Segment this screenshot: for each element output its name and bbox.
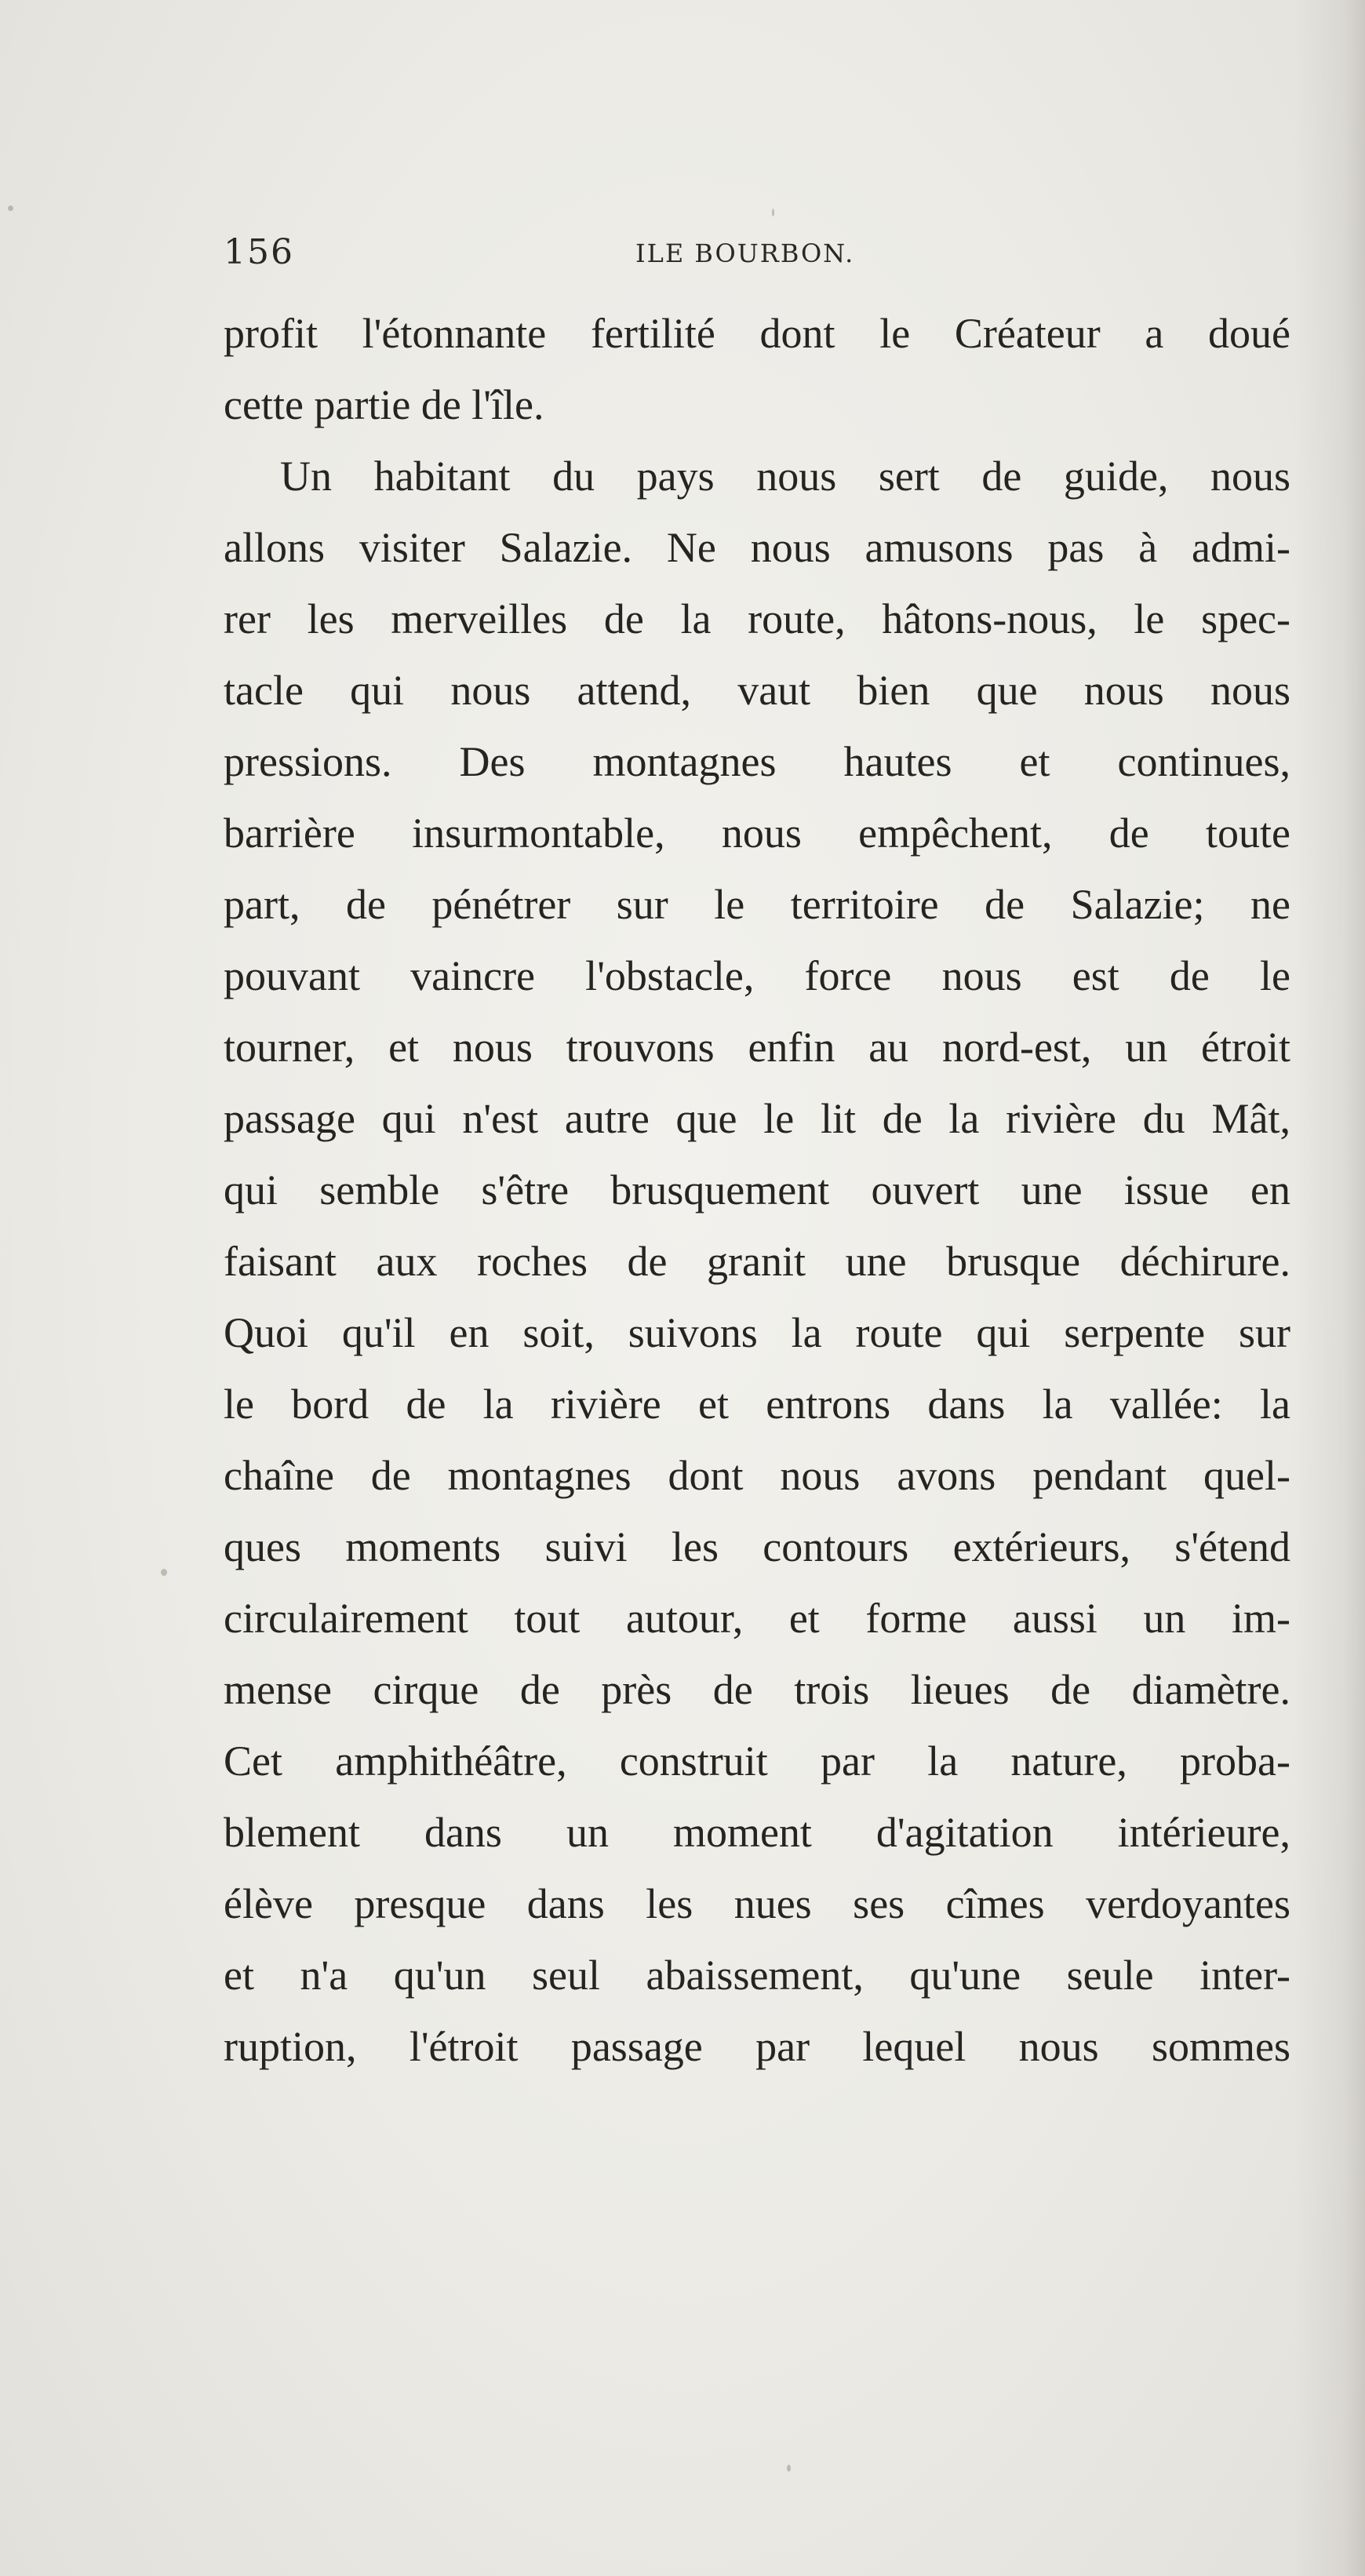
text-line: Quoi qu'il en soit, suivons la route qui serpente sur — [224, 1309, 1290, 1356]
text-line: barrière insurmontable, nous empêchent, de toute — [224, 810, 1290, 857]
text-line: qui semble s'être brusquement ouvert une issue en — [224, 1166, 1290, 1213]
text-line: tourner, et nous trouvons enfin au nord-est, un étroit — [224, 1024, 1290, 1071]
paper-speck — [787, 2465, 791, 2472]
running-title: ILE BOURBON. — [635, 238, 855, 268]
page-number: 156 — [224, 232, 294, 272]
body-text — [224, 298, 1290, 2083]
text-line: ruption, l'étroit passage par lequel nous sommes — [224, 2023, 1290, 2070]
paper-speck — [772, 209, 774, 216]
text-line: mense cirque de près de trois lieues de diamètre. — [224, 1666, 1290, 1713]
text-line: rer les merveilles de la route, hâtons-nous, le spec- — [224, 595, 1290, 642]
text-line: circulairement tout autour, et forme aussi un im- — [224, 1595, 1290, 1642]
paper-speck — [161, 1569, 167, 1576]
text-line: blement dans un moment d'agitation intérieure, — [224, 1809, 1290, 1856]
running-head — [224, 229, 1290, 276]
text-line: le bord de la rivière et entrons dans la vallée: la — [224, 1381, 1290, 1428]
text-line: faisant aux roches de granit une brusque déchirure. — [224, 1238, 1290, 1285]
text-line: allons visiter Salazie. Ne nous amusons pas à admi- — [224, 524, 1290, 571]
text-line: cette partie de l'île. — [224, 381, 544, 428]
text-line: tacle qui nous attend, vaut bien que nous nous — [224, 667, 1290, 714]
text-line: part, de pénétrer sur le territoire de Salazie; ne — [224, 881, 1290, 928]
text-line: chaîne de montagnes dont nous avons pendant quel- — [224, 1452, 1290, 1499]
text-line: pouvant vaincre l'obstacle, force nous est de le — [224, 952, 1290, 999]
text-line: Un habitant du pays nous sert de guide, nous — [280, 453, 1290, 500]
text-line: profit l'étonnante fertilité dont le Créateur a doué — [224, 310, 1290, 357]
text-line: passage qui n'est autre que le lit de la rivière du Mât, — [224, 1095, 1290, 1142]
text-line: Cet amphithéâtre, construit par la nature, proba- — [224, 1737, 1290, 1785]
text-line: et n'a qu'un seul abaissement, qu'une seule inter- — [224, 1952, 1290, 1999]
text-line: élève presque dans les nues ses cîmes verdoyantes — [224, 1880, 1290, 1927]
text-line: pressions. Des montagnes hautes et continues, — [224, 738, 1290, 785]
paper-speck — [8, 206, 13, 211]
page-edge-shadow — [1294, 0, 1365, 2576]
text-line: ques moments suivi les contours extérieurs, s'étend — [224, 1523, 1290, 1570]
